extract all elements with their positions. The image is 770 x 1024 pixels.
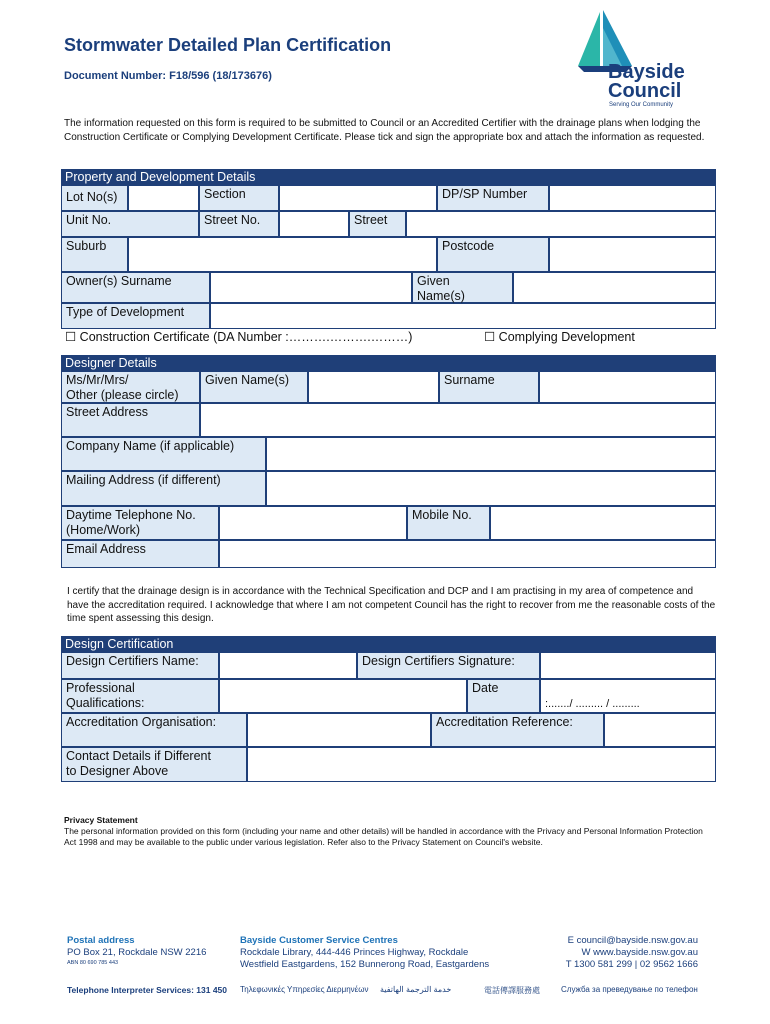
mobile-label: Mobile No.: [407, 506, 490, 540]
given-names-line1: Given: [417, 274, 450, 288]
street-field[interactable]: [406, 211, 716, 237]
certifier-signature-label: Design Certifiers Signature:: [357, 652, 540, 679]
footer-web-link[interactable]: W www.bayside.nsw.gov.au: [581, 947, 698, 958]
section-heading-designer: Designer Details: [61, 355, 716, 371]
type-dev-label: Type of Development: [61, 303, 210, 329]
footer-postal-heading: Postal address: [67, 935, 135, 946]
company-field[interactable]: [266, 437, 716, 471]
given-names-field[interactable]: [513, 272, 716, 303]
section-field[interactable]: [279, 185, 437, 211]
lot-field[interactable]: [128, 185, 199, 211]
street-label: Street: [349, 211, 406, 237]
logo-tagline: Serving Our Community: [609, 102, 674, 108]
owner-surname-field[interactable]: [210, 272, 412, 303]
date-field[interactable]: :......./ ......... / .........: [540, 679, 716, 713]
phone-line1: Daytime Telephone No.: [66, 508, 196, 522]
qualifications-line2: Qualifications:: [66, 696, 145, 710]
accreditation-ref-label: Accreditation Reference:: [431, 713, 604, 747]
designer-title-label: [61, 371, 200, 403]
privacy-body: The personal information provided on this form (including your name and other details) will be handled in accordance with the Privacy and Personal Information Protection Act 1998 and may be available to the public under various legislation. Refer also to the Privacy Statement on Council's website.: [64, 826, 703, 847]
footer-lang-greek: Τηλεφωνικές Υπηρεσίες Διερμηνέων: [240, 985, 369, 994]
section-heading-property: Property and Development Details: [61, 169, 716, 185]
logo-line2: Council: [608, 80, 682, 102]
owner-surname-label: Owner(s) Surname: [61, 272, 210, 303]
designer-surname-label: Surname: [439, 371, 539, 403]
qualifications-line1: Professional: [66, 681, 135, 695]
given-names-line2: Name(s): [417, 289, 465, 303]
phone-line2: (Home/Work): [66, 523, 141, 537]
footer-lang-macedonian: Служба за преведување по телефон: [561, 985, 698, 994]
email-label: Email Address: [61, 540, 219, 568]
designer-street-label: Street Address: [61, 403, 200, 437]
accreditation-org-label: Accreditation Organisation:: [61, 713, 247, 747]
certification-statement: I certify that the drainage design is in accordance with the Technical Specification and DCP and I am practising in my area of competence and have the accreditation required. I acknowledge that where I am not competent Council has the right to recover from me the reasonable costs of the time spent assessing this design.: [67, 586, 716, 624]
dpsp-label: DP/SP Number: [437, 185, 549, 211]
council-logo: [570, 8, 710, 108]
postcode-field[interactable]: [549, 237, 716, 272]
type-dev-field[interactable]: [210, 303, 716, 329]
suburb-field[interactable]: [128, 237, 437, 272]
privacy-heading: Privacy Statement: [64, 815, 138, 825]
footer-tis: Telephone Interpreter Services: 131 450: [67, 985, 228, 995]
footer-abn: ABN 80 690 785 443: [67, 960, 119, 966]
suburb-label: Suburb: [61, 237, 128, 272]
footer-centres-heading: Bayside Customer Service Centres: [240, 935, 398, 946]
footer-phone: T 1300 581 299 | 02 9562 1666: [565, 959, 698, 970]
section-label: Section: [199, 185, 279, 211]
qualifications-field[interactable]: [219, 679, 467, 713]
qualifications-label: [61, 679, 219, 713]
designer-title-line2: Other (please circle): [66, 388, 179, 402]
street-no-field[interactable]: [279, 211, 349, 237]
footer-centres-line2: Westfield Eastgardens, 152 Bunnerong Road, Eastgardens: [240, 959, 490, 970]
certifier-signature-field[interactable]: [540, 652, 716, 679]
designer-given-label: Given Name(s): [200, 371, 308, 403]
accreditation-ref-field[interactable]: [604, 713, 716, 747]
section-heading-design-cert: Design Certification: [61, 636, 716, 652]
footer-centres-line1: Rockdale Library, 444-446 Princes Highway, Rockdale: [240, 947, 469, 958]
designer-given-field[interactable]: [308, 371, 439, 403]
dpsp-field[interactable]: [549, 185, 716, 211]
company-label: Company Name (if applicable): [61, 437, 266, 471]
mobile-field[interactable]: [490, 506, 716, 540]
phone-label: [61, 506, 219, 540]
street-no-label: Street No.: [199, 211, 279, 237]
page-title: Stormwater Detailed Plan Certification: [64, 35, 392, 55]
certifier-name-label: Design Certifiers Name:: [61, 652, 219, 679]
designer-street-field[interactable]: [200, 403, 716, 437]
date-label: Date: [467, 679, 540, 713]
mailing-label: Mailing Address (if different): [61, 471, 266, 506]
contact-details-field[interactable]: [247, 747, 716, 782]
accreditation-org-field[interactable]: [247, 713, 431, 747]
designer-surname-field[interactable]: [539, 371, 716, 403]
certifier-name-field[interactable]: [219, 652, 357, 679]
footer-email-link[interactable]: E council@bayside.nsw.gov.au: [567, 935, 698, 946]
postcode-label: Postcode: [437, 237, 549, 272]
logo-line1: Bayside: [608, 61, 685, 83]
cd-option-checkbox[interactable]: ☐ Complying Development: [484, 330, 635, 344]
cc-option-checkbox[interactable]: ☐ Construction Certificate (DA Number :……….……….………): [65, 330, 413, 344]
contact-details-line1: Contact Details if Different: [66, 749, 211, 763]
footer-postal-line1: PO Box 21, Rockdale NSW 2216: [67, 947, 207, 958]
mailing-field[interactable]: [266, 471, 716, 506]
footer-lang-arabic: خدمة الترجمة الهاتفية: [380, 985, 452, 994]
phone-field[interactable]: [219, 506, 407, 540]
footer-contact: [540, 935, 698, 971]
designer-title-line1: Ms/Mr/Mrs/: [66, 373, 129, 387]
email-field[interactable]: [219, 540, 716, 568]
unit-label: Unit No.: [61, 211, 199, 237]
footer-centres: [240, 935, 489, 971]
contact-details-line2: to Designer Above: [66, 764, 169, 778]
contact-details-label: [61, 747, 247, 782]
given-names-label: [412, 272, 513, 303]
document-number: Document Number: F18/596 (18/173676): [64, 70, 272, 82]
lot-label: Lot No(s): [61, 185, 128, 211]
footer-lang-chinese: 電話傳譯服務處: [484, 986, 540, 995]
footer-postal: [67, 935, 206, 968]
intro-text: The information requested on this form is required to be submitted to Council or an Accredited Certifier with the drainage plans when lodging the Construction Certificate or Complying Development Certificate. Please tick and sign the appropriate box and attach the information as requested.: [64, 118, 705, 143]
